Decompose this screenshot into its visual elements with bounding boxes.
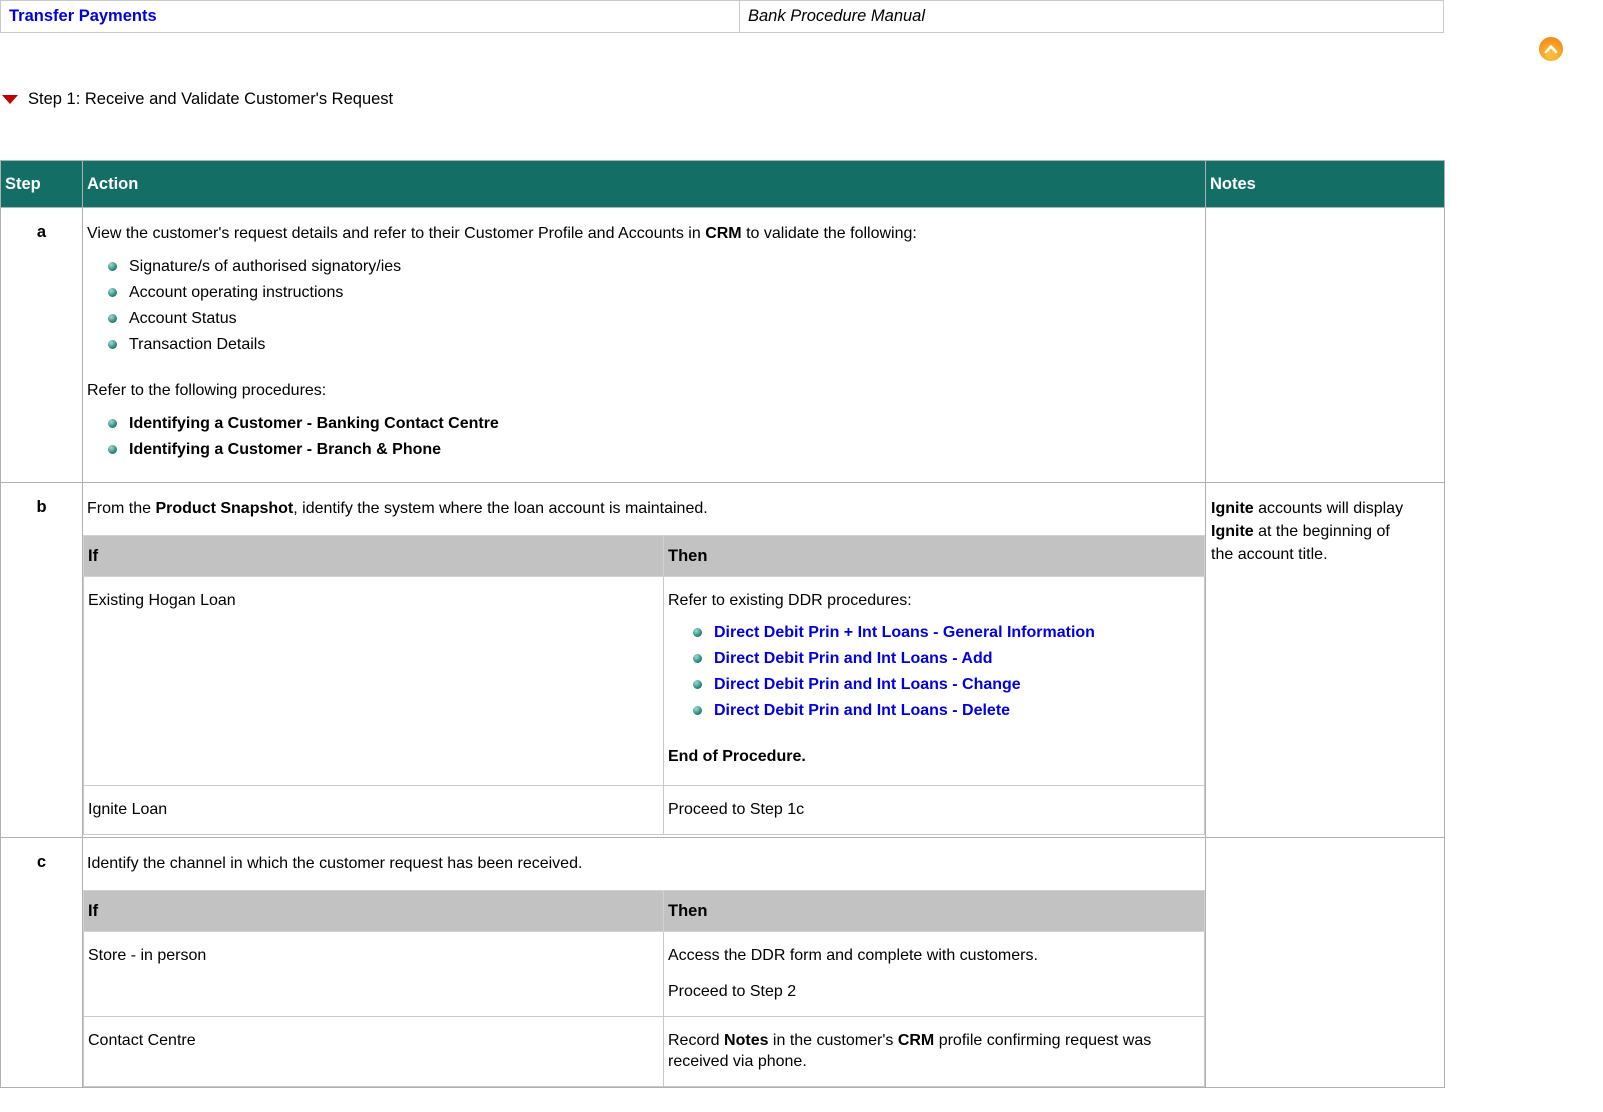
- then-intro: Refer to existing DDR procedures:: [668, 592, 912, 609]
- notes-text: at the beginning of the account title.: [1211, 523, 1390, 563]
- end-of-procedure-text: End of Procedure.: [668, 748, 806, 765]
- table-header-row: [1, 161, 1445, 208]
- table-row-a: [1, 208, 1445, 483]
- bullet-icon: [108, 340, 117, 349]
- list-item: [108, 440, 1205, 459]
- crm-emphasis: CRM: [705, 225, 742, 242]
- then-text: Access the DDR form and complete with customers.: [668, 947, 1038, 964]
- list-item: [108, 283, 1205, 302]
- table-row-b: [1, 483, 1445, 838]
- list-item: [693, 649, 1200, 668]
- manual-title: Bank Procedure Manual: [748, 7, 926, 25]
- then-header: Then: [664, 536, 1205, 577]
- back-to-top-button[interactable]: [1539, 37, 1563, 61]
- then-text: Proceed to Step 2: [668, 983, 797, 1000]
- ddr-procedure-link[interactable]: Direct Debit Prin + Int Loans - General Information: [714, 624, 1095, 641]
- list-item: [108, 257, 1205, 276]
- bullet-text: Signature/s of authorised signatory/ies: [129, 258, 402, 275]
- if-then-row: [84, 1017, 1205, 1087]
- intro-text: , identify the system where the loan account is maintained.: [293, 500, 708, 517]
- then-cell: [664, 577, 1205, 786]
- product-snapshot-emphasis: Product Snapshot: [155, 500, 294, 517]
- header-left-cell: [1, 1, 740, 33]
- bullet-icon: [108, 288, 117, 297]
- step-label-a: a: [1, 208, 83, 483]
- then-text: Proceed to Step 1c: [668, 801, 805, 818]
- bullet-icon: [693, 628, 702, 637]
- notes-cell-c: [1206, 838, 1445, 1088]
- procedure-table: [0, 160, 1445, 1088]
- ddr-procedure-link[interactable]: Direct Debit Prin and Int Loans - Add: [714, 650, 993, 667]
- bullet-icon: [108, 314, 117, 323]
- intro-text: to validate the following:: [741, 225, 917, 242]
- procedure-bullet-list: [108, 414, 1205, 459]
- ignite-emphasis: Ignite: [1211, 523, 1254, 540]
- if-header: If: [84, 891, 664, 932]
- then-text: [668, 1030, 1200, 1072]
- action-cell-c: [83, 838, 1206, 1088]
- list-item: [693, 701, 1200, 720]
- then-cell: [664, 932, 1205, 1017]
- notes-emphasis: Notes: [724, 1032, 769, 1049]
- row-a-intro: [87, 223, 1201, 244]
- then-text-part: Record: [668, 1032, 725, 1049]
- ddr-procedure-link[interactable]: Direct Debit Prin and Int Loans - Change: [714, 676, 1021, 693]
- column-header-notes: Notes: [1206, 161, 1445, 208]
- notes-cell-b: [1206, 483, 1445, 838]
- intro-text: From the: [87, 500, 156, 517]
- procedure-reference: Identifying a Customer - Branch & Phone: [129, 441, 442, 458]
- column-header-step: Step: [1, 161, 83, 208]
- document-header: [0, 0, 1444, 33]
- action-cell-b: [83, 483, 1206, 838]
- ddr-procedure-link[interactable]: Direct Debit Prin and Int Loans - Delete: [714, 702, 1011, 719]
- then-cell: [664, 1017, 1205, 1087]
- if-cell: [84, 1017, 664, 1087]
- if-cell: [84, 786, 664, 835]
- if-then-table-c: [83, 890, 1205, 1087]
- then-text-part: profile confirming request was received via phone.: [668, 1032, 1152, 1070]
- if-then-header-row: [84, 891, 1205, 932]
- bullet-text: Transaction Details: [129, 336, 266, 353]
- section-heading: [2, 90, 1603, 109]
- step-label-c: c: [1, 838, 83, 1088]
- if-then-table-b: [83, 535, 1205, 835]
- procedure-reference: Identifying a Customer - Banking Contact Centre: [129, 415, 499, 432]
- list-item: [108, 309, 1205, 328]
- step-label-b: b: [1, 483, 83, 838]
- bullet-icon: [108, 419, 117, 428]
- condition-text: Store - in person: [88, 947, 207, 964]
- bullet-icon: [693, 680, 702, 689]
- section-title: Step 1: Receive and Validate Customer's Request: [28, 90, 394, 108]
- intro-text: View the customer's request details and refer to their Customer Profile and Accounts in: [87, 225, 706, 242]
- list-item: [108, 335, 1205, 354]
- if-then-row: [84, 786, 1205, 835]
- if-cell: [84, 577, 664, 786]
- list-item: [693, 623, 1200, 642]
- condition-text: Ignite Loan: [88, 801, 168, 818]
- ignite-emphasis: Ignite: [1211, 500, 1254, 517]
- list-item: [693, 675, 1200, 694]
- collapse-triangle-icon[interactable]: [2, 95, 18, 104]
- then-header: Then: [664, 891, 1205, 932]
- bullet-text: Account operating instructions: [129, 284, 344, 301]
- list-item: [108, 414, 1205, 433]
- bullet-icon: [108, 445, 117, 454]
- condition-text: Existing Hogan Loan: [88, 592, 236, 609]
- row-c-intro: Identify the channel in which the customer request has been received.: [87, 855, 583, 872]
- chevron-up-icon: [1544, 44, 1558, 54]
- notes-text: accounts will display: [1253, 500, 1404, 517]
- if-then-row: [84, 577, 1205, 786]
- crm-emphasis: CRM: [897, 1032, 935, 1049]
- notes-cell-a: [1206, 208, 1445, 483]
- if-header: If: [84, 536, 664, 577]
- if-cell: [84, 932, 664, 1017]
- bullet-text: Account Status: [129, 310, 237, 327]
- action-cell-a: [83, 208, 1206, 483]
- then-text-part: in the customer's: [768, 1032, 898, 1049]
- condition-text: Contact Centre: [88, 1032, 196, 1049]
- if-then-header-row: [84, 536, 1205, 577]
- then-cell: [664, 786, 1205, 835]
- validation-bullet-list: [108, 257, 1205, 354]
- bullet-icon: [693, 706, 702, 715]
- transfer-payments-link[interactable]: Transfer Payments: [9, 7, 157, 25]
- if-then-row: [84, 932, 1205, 1017]
- ddr-link-list: [693, 623, 1200, 720]
- refer-text: Refer to the following procedures:: [87, 382, 327, 399]
- column-header-action: Action: [83, 161, 1206, 208]
- row-b-intro: [87, 498, 1201, 519]
- bullet-icon: [108, 262, 117, 271]
- bullet-icon: [693, 654, 702, 663]
- table-row-c: [1, 838, 1445, 1088]
- header-right-cell: [740, 1, 1444, 33]
